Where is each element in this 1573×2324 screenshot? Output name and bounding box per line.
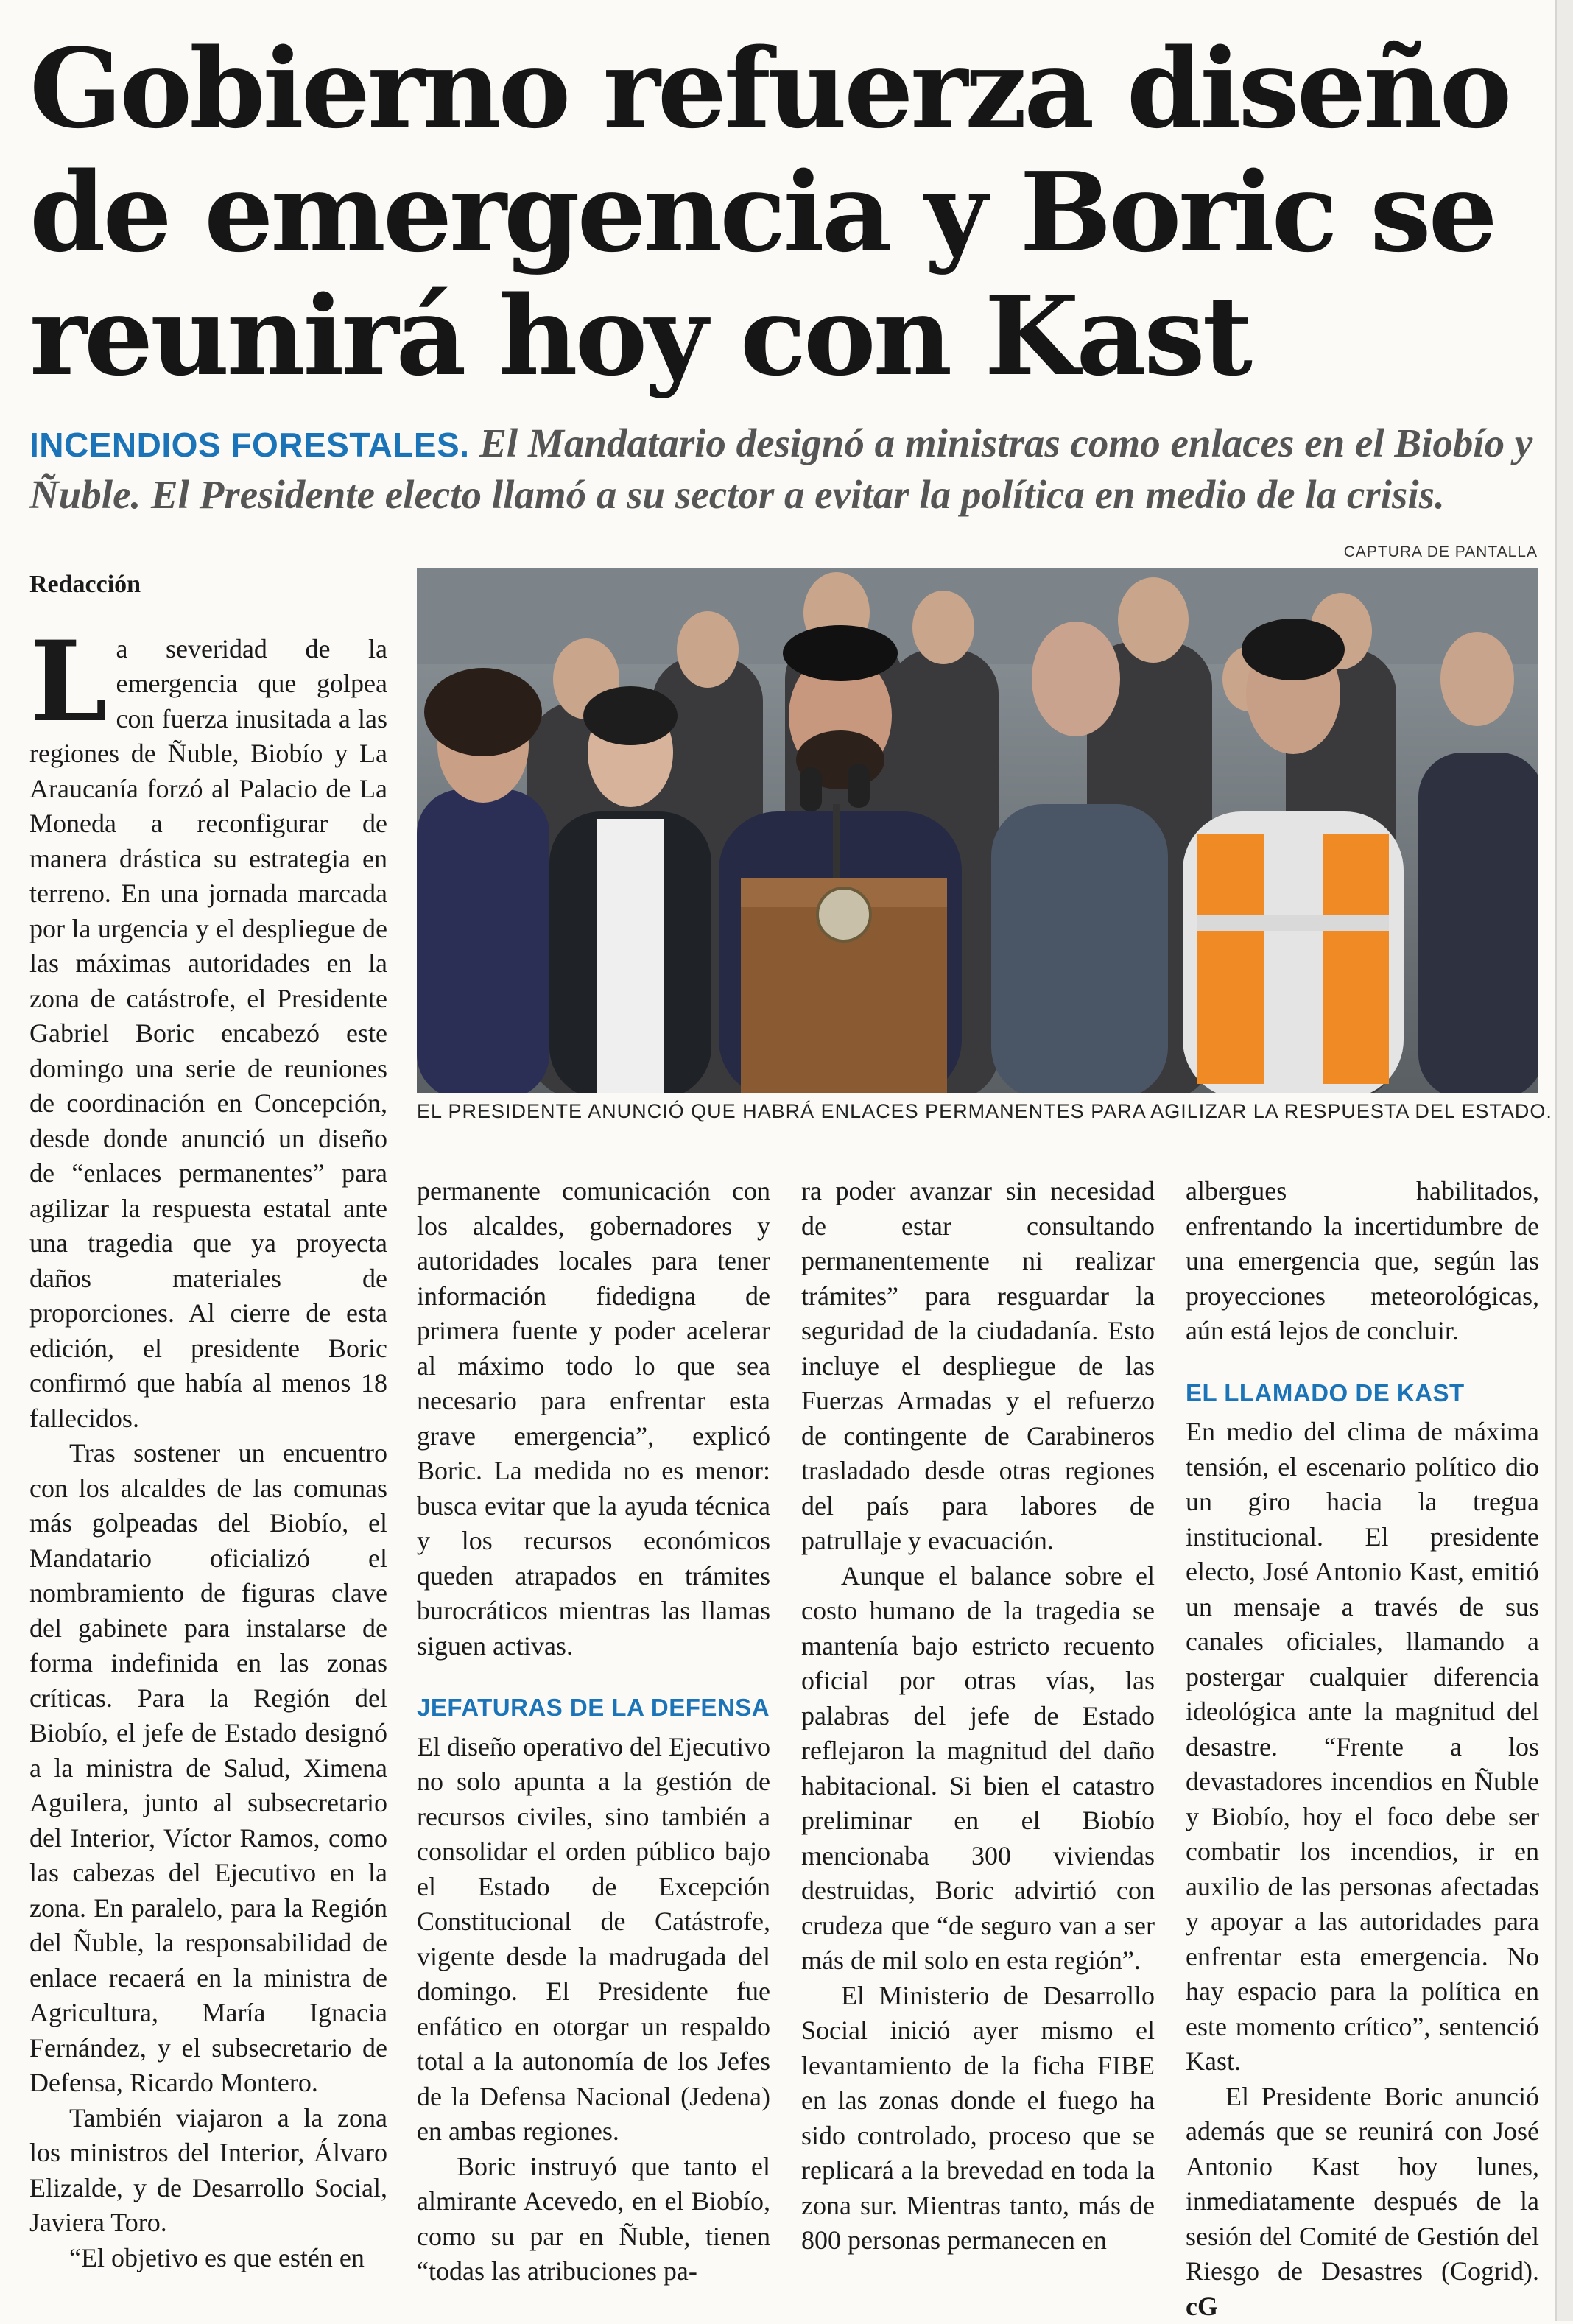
paragraph-8-cont: albergues habilitados, enfrentando la incertidumbre de una emergencia que, según las proyecciones meteorológicas, aún está lejos de concluir. [1186, 1174, 1539, 1349]
paragraph-5: El diseño operativo del Ejecutivo no solo apunta a la gestión de recursos civiles, sino también a consolidar el orden público bajo el Estado de Excepción Constitucional de Catástrofe, vigente desde la madrugada del domingo. El Presidente fue enfático en otorgar un respaldo total a la autonomía de los Jefes de la Defensa Nacional (Jedena) en ambas regiones. [417, 1730, 770, 2149]
paragraph-6-cont: ra poder avanzar sin necesidad de estar consultando permanentemente ni realizar trámites” para resguardar la seguridad de la ciudadanía. Esto incluye el despliegue de las Fuerzas Armadas y el refuerzo de contingente de Carabineros trasladado desde otras regiones del país para labores de patrullaje y evacuación. [801, 1174, 1155, 1559]
page-edge [1555, 0, 1573, 2321]
paragraph-2: Tras sostener un encuentro con los alcaldes de las comunas más golpeadas del Biobío, el Mandatario oficializó el nombramiento de figuras clave del gabinete para instalarse de forma indefinida en las zonas críticas. Para la Región del Biobío, el jefe de Estado designó a la ministra de Salud, Ximena Aguilera, junto al subsecretario del Interior, Víctor Ramos, como las cabezas del Ejecutivo en la zona. En paralelo, para la Región del Ñuble, la responsabilidad de enlace recaerá en la ministra de Agricultura, María Ignacia Fernández, y el subsecretario de Defensa, Ricardo Montero. [29, 1436, 387, 2101]
deck [29, 418, 1546, 520]
column-1 [29, 567, 387, 2275]
headline [29, 27, 1546, 398]
paragraph-7: Aunque el balance sobre el costo humano de la tragedia se mantenía bajo estricto recuento oficial por otras vías, las palabras del jefe de Estado reflejaron la magnitud del daño habitacional. Si bien el catastro preliminar en el Biobío mencionaba 300 viviendas destruidas, Boric advirtió con crudeza que “de seguro van a ser más de mil solo en esta región”. [801, 1559, 1155, 1979]
paragraph-4-cont: permanente comunicación con los alcaldes, gobernadores y autoridades locales para tener información fidedigna de primera fuente y poder acelerar al máximo todo lo que sea necesario para enfrentar esta grave emergencia”, explicó Boric. La medida no es menor: busca evitar que la ayuda técnica y los recursos económicos queden atrapados en trámites burocráticos mientras las llamas siguen activas. [417, 1174, 770, 1663]
subhead-defensa: JEFATURAS DE LA DEFENSA [417, 1690, 770, 1725]
paragraph-6-start: Boric instruyó que tanto el almirante Acevedo, en el Biobío, como su par en Ñuble, tienen “todas las atribuciones pa- [417, 2149, 770, 2289]
paragraph-10 [1186, 2080, 1539, 2324]
paragraph-1-text: a severidad de la emergencia que golpea con fuerza inusitada a las regiones de Ñuble, Biobío y La Araucanía forzó al Palacio de La Moneda a reconfigurar de manera drástica su estrategia en terreno. En una jornada marcada por la urgencia y el despliegue de las máximas autoridades en la zona de catástrofe, el Presidente Gabriel Boric encabezó este domingo una serie de reuniones de coordinación en Concepción, desde donde anunció un diseño de “enlaces permanentes” para agilizar la respuesta estatal ante una tragedia que ya proyecta daños materiales de proporciones. Al cierre de esta edición, el presidente Boric confirmó que había al menos 18 fallecidos. [29, 634, 387, 1433]
column-3 [801, 1174, 1155, 2258]
headline-line-3: reunirá hoy con Kast [29, 274, 1546, 398]
byline: Redacción [29, 567, 387, 602]
end-mark: cG [1186, 2292, 1218, 2321]
column-4 [1186, 1174, 1539, 2324]
deck-kicker: INCENDIOS FORESTALES. [29, 426, 469, 464]
photo-caption: EL PRESIDENTE ANUNCIÓ QUE HABRÁ ENLACES PERMANENTES PARA AGILIZAR LA RESPUESTA DEL ESTADO. [417, 1100, 1538, 1123]
press-photo [417, 568, 1538, 1093]
paragraph-1 [29, 632, 387, 1437]
column-2 [417, 1174, 770, 2289]
paragraph-8-start: El Ministerio de Desarrollo Social inició ayer mismo el levantamiento de la ficha FIBE en las zonas donde el fuego ha sido controlado, proceso que se replicará a la brevedad en toda la zona sur. Mientras tanto, más de 800 personas permanecen en [801, 1979, 1155, 2258]
press-photo-illustration [417, 568, 1538, 1093]
drop-cap: L [29, 638, 107, 726]
headline-line-2: de emergencia y Boric se [29, 150, 1546, 274]
photo-credit: CAPTURA DE PANTALLA [1344, 543, 1538, 561]
deck-text: El Mandatario designó a ministras como enlaces en el Biobío y Ñuble. El Presidente electo llamó a su sector a evitar la política en medio de la crisis. [29, 420, 1532, 517]
headline-line-1: Gobierno refuerza diseño [29, 27, 1546, 150]
paragraph-4-start: “El objetivo es que estén en [29, 2241, 387, 2276]
subhead-kast: EL LLAMADO DE KAST [1186, 1376, 1539, 1411]
paragraph-9: En medio del clima de máxima tensión, el escenario político dio un giro hacia la tregua institucional. El presidente electo, José Antonio Kast, emitió un mensaje a través de sus canales oficiales, llamando a postergar cualquier diferencia ideológica ante la magnitud del desastre. “Frente a los devastadores incendios en Ñuble y Biobío, hoy el foco debe ser combatir los incendios, ir en auxilio de las personas afectadas y apoyar a las autoridades para enfrentar esta emergencia. No hay espacio para la política en este momento crítico”, sentenció Kast. [1186, 1415, 1539, 2080]
paragraph-3: También viajaron a la zona los ministros del Interior, Álvaro Elizalde, y de Desarrollo Social, Javiera Toro. [29, 2101, 387, 2241]
paragraph-10-text: El Presidente Boric anunció además que se reunirá con José Antonio Kast hoy lunes, inmediatamente después de la sesión del Comité de Gestión del Riesgo de Desastres (Cogrid). [1186, 2082, 1539, 2286]
